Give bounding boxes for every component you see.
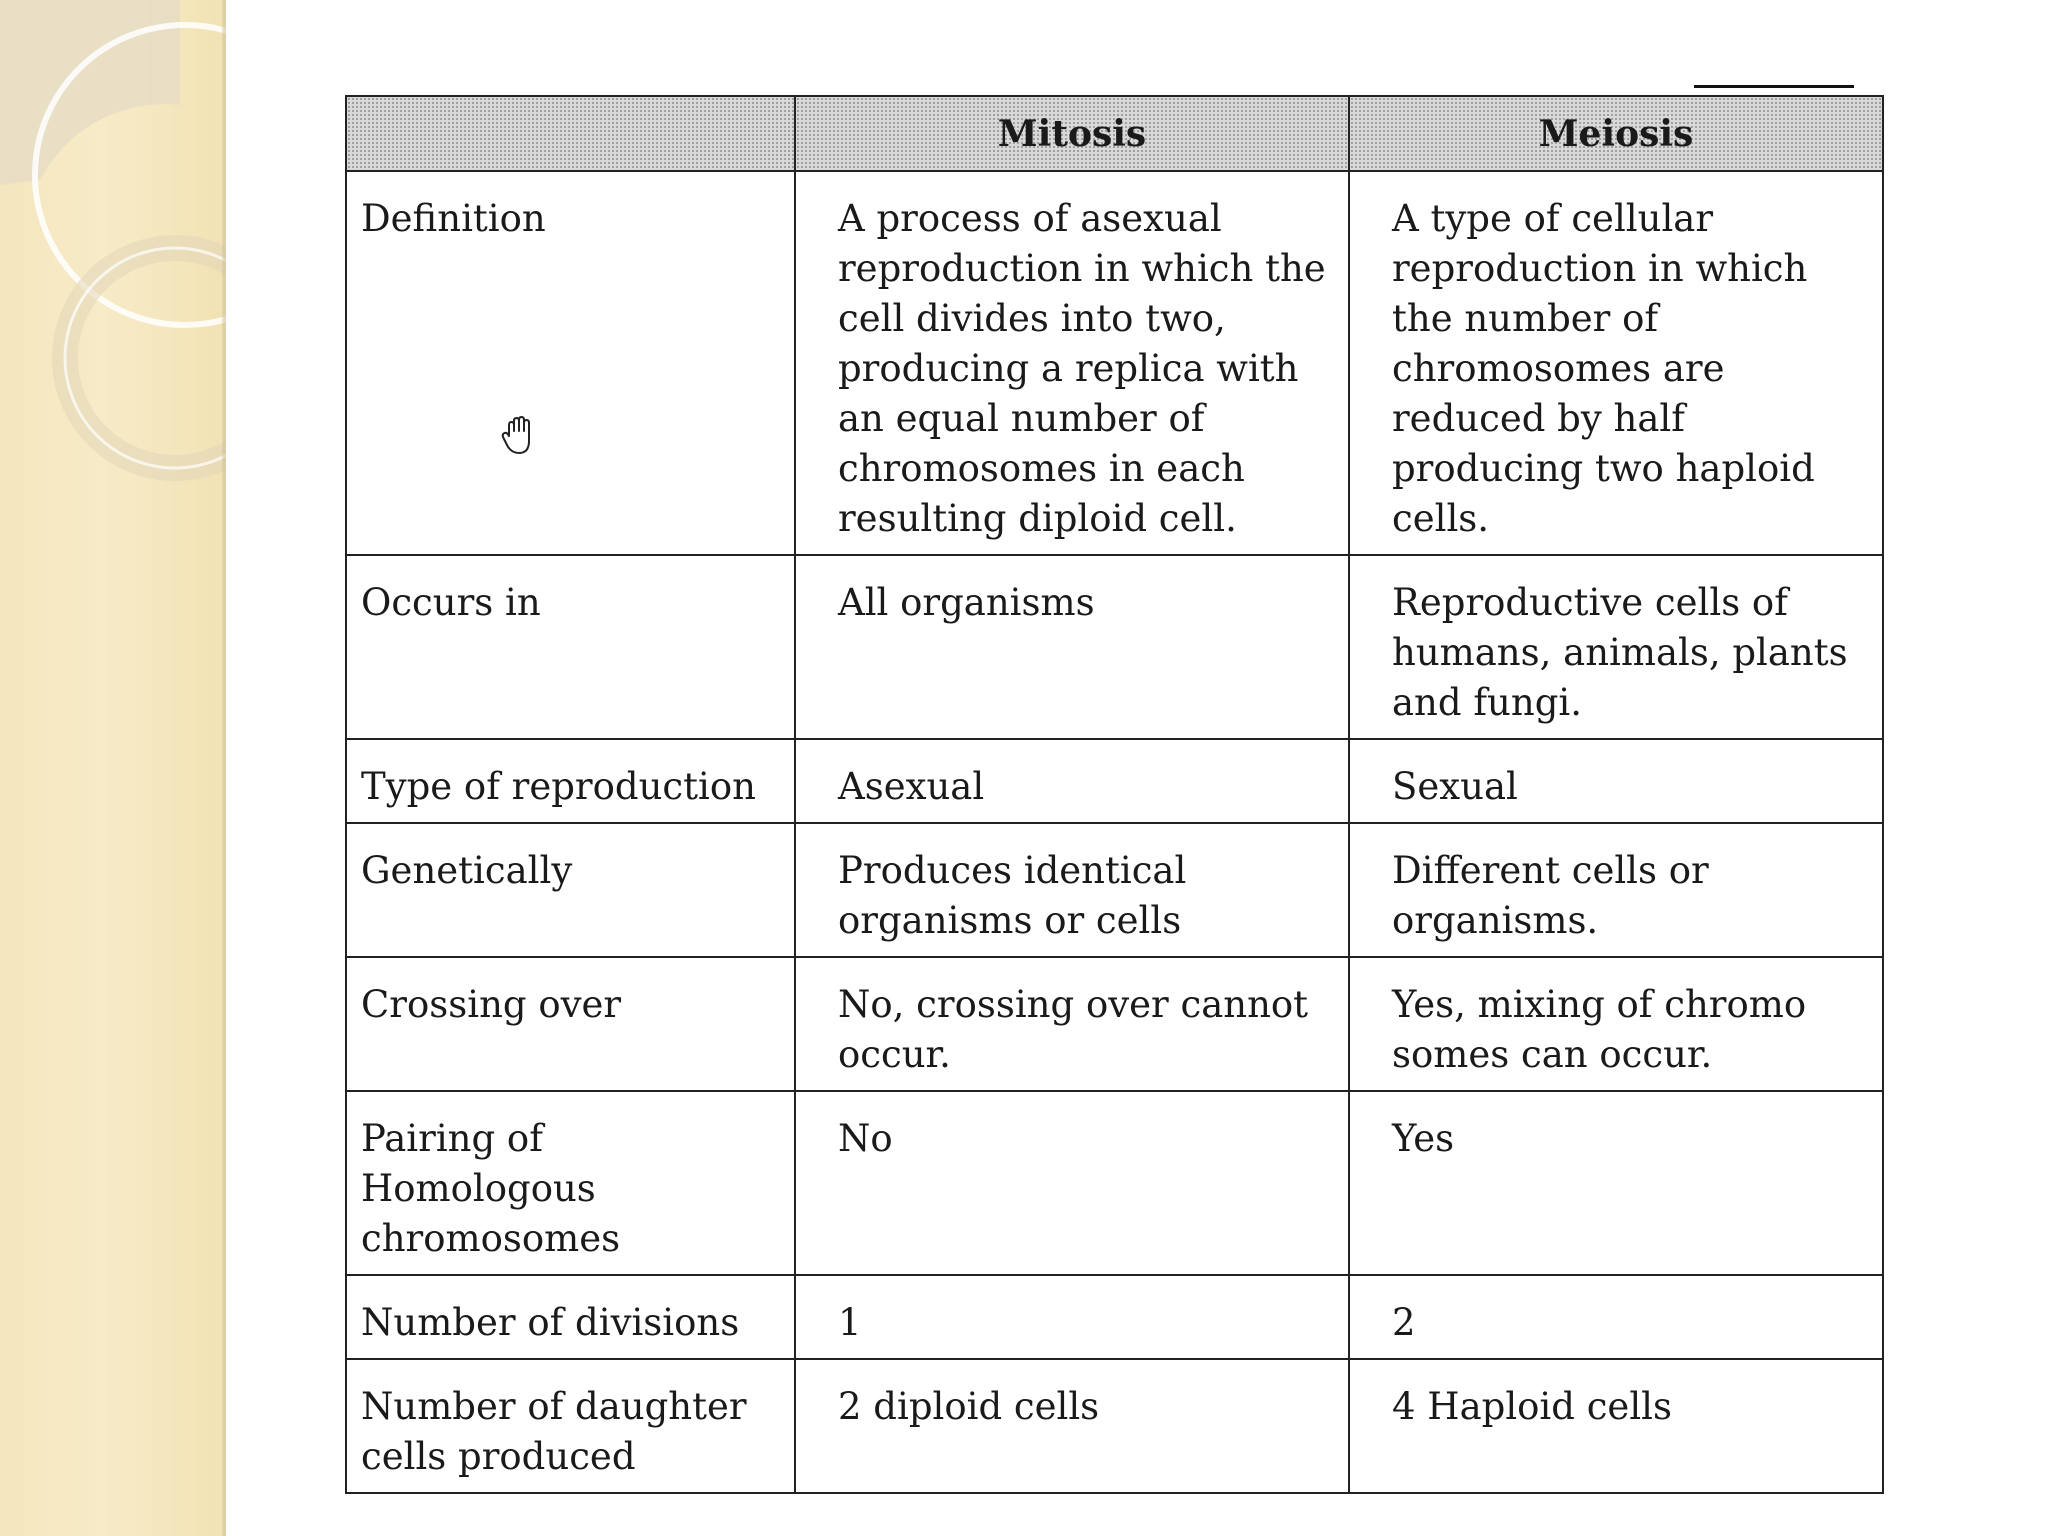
mitosis-cell: Asexual	[795, 739, 1349, 823]
mitosis-cell: No, crossing over cannot occur.	[795, 957, 1349, 1091]
row-label: Type of reproduction	[346, 739, 795, 823]
meiosis-cell: 4 Haploid cells	[1349, 1359, 1883, 1493]
meiosis-cell: A type of cellular reproduction in which the number of chromosomes are reduced by half producing two haploid cells.	[1349, 171, 1883, 555]
header-empty-cell	[346, 96, 795, 171]
meiosis-cell: Reproductive cells of humans, animals, plants and fungi.	[1349, 555, 1883, 739]
row-label: Pairing of Homologous chromosomes	[346, 1091, 795, 1275]
meiosis-cell: 2	[1349, 1275, 1883, 1359]
meiosis-cell: Different cells or organisms.	[1349, 823, 1883, 957]
mitosis-cell: A process of asexual reproduction in which the cell divides into two, producing a replica with an equal number of chromosomes in each resulting diploid cell.	[795, 171, 1349, 555]
table-row-occurs-in	[346, 555, 1883, 739]
row-label: Crossing over	[346, 957, 795, 1091]
table-row-crossing-over	[346, 957, 1883, 1091]
row-label: Number of divisions	[346, 1275, 795, 1359]
row-label: Number of daughter cells produced	[346, 1359, 795, 1493]
header-row	[346, 96, 1883, 171]
table-row-daughter-cells	[346, 1359, 1883, 1493]
meiosis-cell: Sexual	[1349, 739, 1883, 823]
decorative-circles	[0, 0, 226, 520]
row-label: Occurs in	[346, 555, 795, 739]
mitosis-cell: Produces identical organisms or cells	[795, 823, 1349, 957]
mitosis-cell: 2 diploid cells	[795, 1359, 1349, 1493]
comparison-table	[345, 95, 1884, 1494]
mitosis-cell: No	[795, 1091, 1349, 1275]
header-mitosis: Mitosis	[795, 96, 1349, 171]
row-label: Genetically	[346, 823, 795, 957]
mitosis-cell: All organisms	[795, 555, 1349, 739]
table-row-number-of-divisions	[346, 1275, 1883, 1359]
table-row-genetically	[346, 823, 1883, 957]
table-row-definition	[346, 171, 1883, 555]
scan-mark-line	[1694, 85, 1854, 88]
hand-icon	[500, 415, 540, 459]
row-label: Definition	[346, 171, 795, 555]
meiosis-cell: Yes	[1349, 1091, 1883, 1275]
decorative-side-band	[0, 0, 226, 1536]
mitosis-cell: 1	[795, 1275, 1349, 1359]
side-band-edge	[222, 0, 226, 1536]
table-row-type-of-reproduction	[346, 739, 1883, 823]
meiosis-cell: Yes, mixing of chromo somes can occur.	[1349, 957, 1883, 1091]
table-row-pairing	[346, 1091, 1883, 1275]
header-meiosis: Meiosis	[1349, 96, 1883, 171]
